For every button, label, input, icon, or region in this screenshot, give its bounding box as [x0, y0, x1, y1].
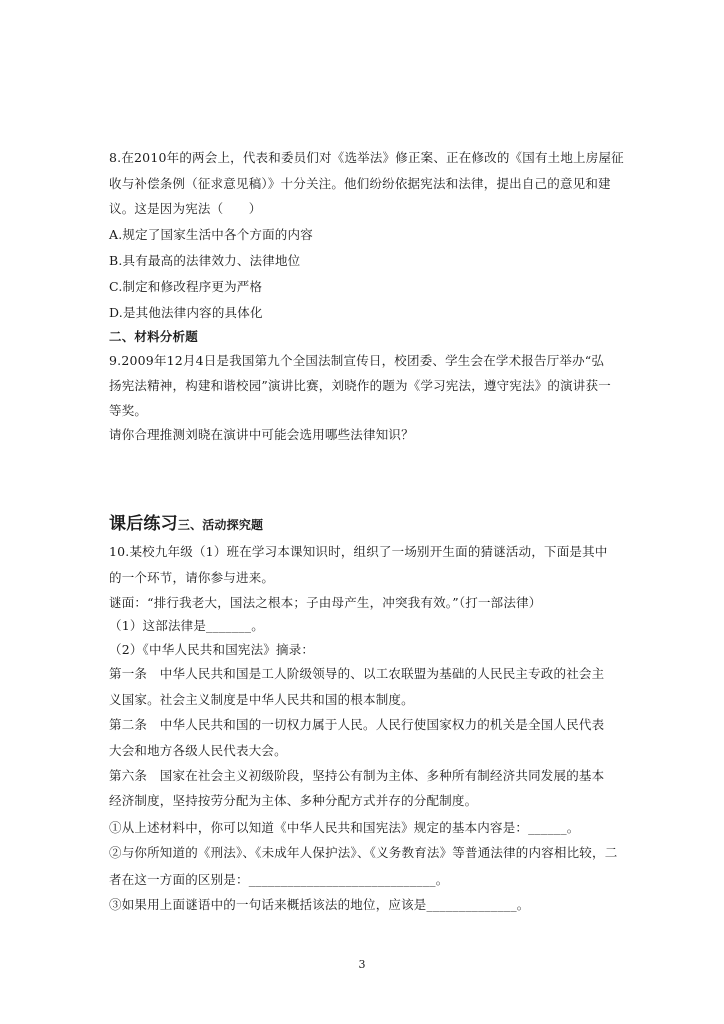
- q9-line-3: 等奖。: [109, 403, 148, 418]
- q8-line-2: 收与补偿条例（征求意见稿）》十分关注。他们纷纷依据宪法和法律，提出自己的意见和建: [109, 176, 611, 191]
- section-3-heading-big: 课后练习: [109, 514, 178, 534]
- q8-line-1: 8.在2010年的两会上，代表和委员们对《选举法》修正案、正在修改的《国有土地上房屋征: [109, 150, 624, 165]
- article-6-line-1: 第六条 国家在社会主义初级阶段，坚持公有制为主体、多种所有制经济共同发展的基本: [109, 768, 605, 783]
- q10-sub-2: （2）《中华人民共和国宪法》摘录：: [109, 642, 315, 657]
- article-6-line-2: 经济制度，坚持按劳分配为主体、多种分配方式并存的分配制度。: [109, 793, 478, 808]
- section-3-heading: [109, 513, 629, 536]
- q10-item-2-line-1: ②与你所知道的《刑法》、《未成年人保护法》、《义务教育法》等普通法律的内容相比较，二: [109, 845, 618, 860]
- q10-item-2-line-2: 者在这一方面的区别是：_____________________________。: [109, 872, 449, 887]
- section-2-heading: 二、材料分析题: [109, 329, 198, 344]
- q10-riddle: 谜面：“排行我老大，国法之根本；子由母产生，冲突我有效。”（打一部法律）: [109, 595, 542, 610]
- article-2-line-2: 大会和地方各级人民代表大会。: [109, 743, 287, 758]
- q9-question: 请你合理推测刘晓在演讲中可能会选用哪些法律知识？: [109, 427, 414, 442]
- article-1-line-1: 第一条 中华人民共和国是工人阶级领导的、以工农联盟为基础的人民民主专政的社会主: [109, 666, 605, 681]
- q8-option-b: B.具有最高的法律效力、法律地位: [109, 253, 301, 268]
- q10-item-1: ①从上述材料中，你可以知道《中华人民共和国宪法》规定的基本内容是：______。: [109, 820, 580, 835]
- q8-option-c: C.制定和修改程序更为严格: [109, 279, 263, 294]
- section-3-heading-small: 三、活动探究题: [177, 518, 264, 532]
- page-number: 3: [358, 958, 366, 971]
- q8-option-d: D.是其他法律内容的具体化: [109, 305, 263, 320]
- q10-line-1: 10.某校九年级（1）班在学习本课知识时，组织了一场别开生面的猜谜活动，下面是其中: [109, 544, 608, 559]
- q10-line-2: 的一个环节，请你参与进来。: [109, 570, 275, 585]
- q10-item-3: ③如果用上面谜语中的一句话来概括该法的地位，应该是______________。: [109, 897, 530, 912]
- q10-sub-1: （1）这部法律是_______。: [109, 618, 264, 633]
- q8-option-a: A.规定了国家生活中各个方面的内容: [109, 227, 313, 242]
- q8-line-3: 议。这是因为宪法（ ）: [109, 201, 262, 216]
- q9-line-1: 9.2009年12月4日是我国第九个全国法制宣传日，校团委、学生会在学术报告厅举办“弘: [109, 353, 605, 368]
- q9-line-2: 扬宪法精神，构建和谐校园”演讲比赛，刘晓作的题为《学习宪法，遵守宪法》的演讲获一: [109, 378, 611, 393]
- article-1-line-2: 义国家。社会主义制度是中华人民共和国的根本制度。: [109, 692, 414, 707]
- article-2-line-1: 第二条 中华人民共和国的一切权力属于人民。人民行使国家权力的机关是全国人民代表: [109, 717, 605, 732]
